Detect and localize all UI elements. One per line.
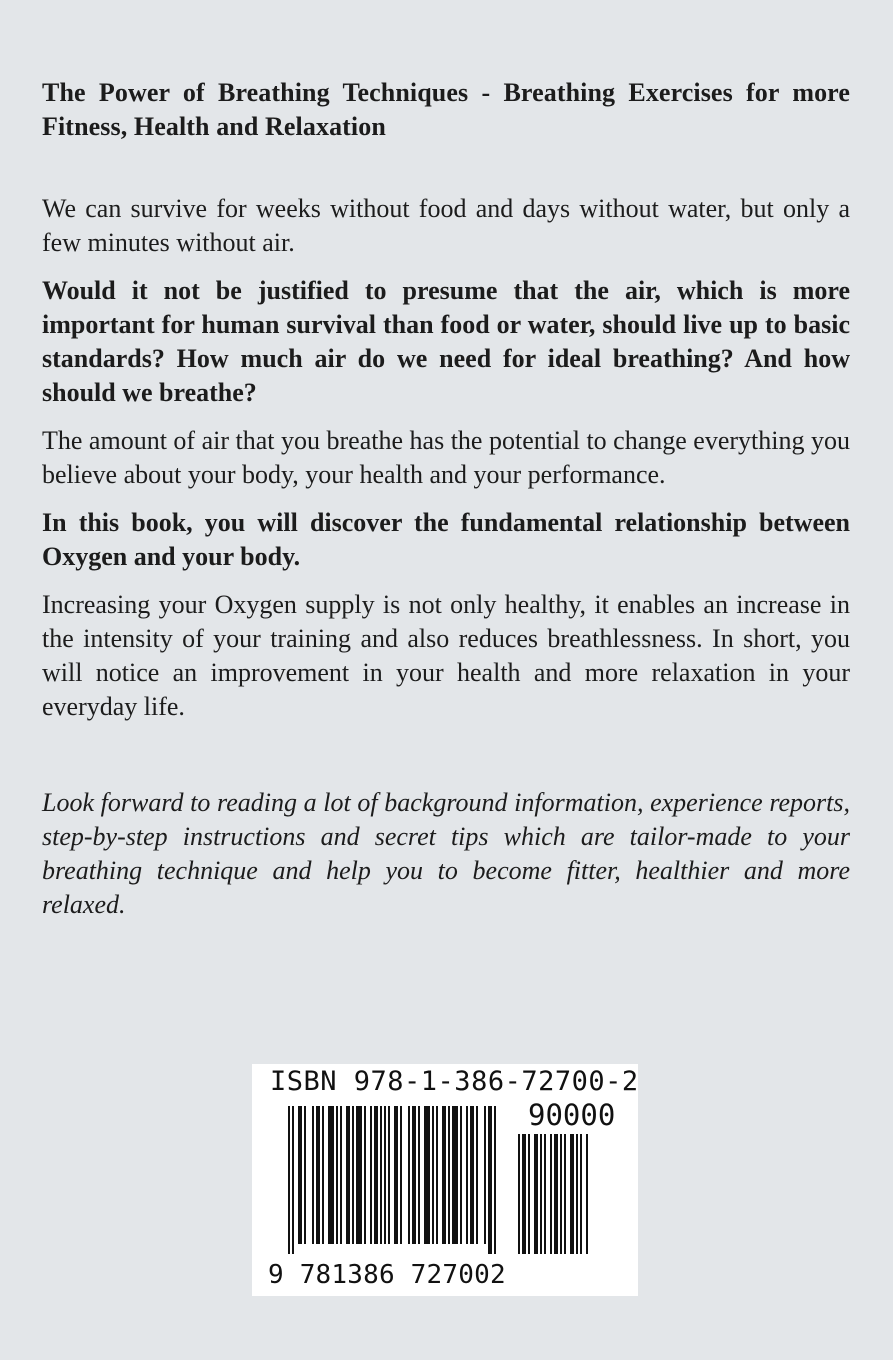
barcode-bar xyxy=(522,1134,526,1254)
barcode-bar xyxy=(528,1134,530,1254)
barcode-bar xyxy=(534,1134,538,1254)
barcode-bar xyxy=(442,1106,446,1244)
barcode-bar xyxy=(364,1106,366,1244)
barcode-bar xyxy=(466,1106,468,1244)
barcode-bar xyxy=(586,1134,588,1254)
barcode-digits: 9 781386 727002 xyxy=(268,1260,506,1290)
back-cover-text xyxy=(42,76,850,936)
barcode-bar xyxy=(436,1106,438,1244)
barcode-bar xyxy=(518,1134,520,1254)
barcode-bar xyxy=(560,1134,562,1254)
barcode-bar xyxy=(484,1106,486,1244)
barcode-bar xyxy=(476,1106,478,1244)
price-code: 90000 xyxy=(528,1098,616,1132)
barcode-bar xyxy=(540,1134,542,1254)
barcode-bar xyxy=(570,1134,574,1254)
barcode-bar xyxy=(328,1106,334,1244)
question-paragraph: Would it not be justified to presume that the air, which is more important for human survival than food or water, should live up to basic standards? How much air do we need for ideal breathing? And how should we breathe? xyxy=(42,276,850,407)
barcode-bar xyxy=(388,1106,390,1244)
isbn-label: ISBN 978-1-386-72700-2 xyxy=(270,1066,639,1097)
barcode-bar xyxy=(432,1106,434,1244)
barcode-bar xyxy=(460,1106,462,1244)
barcode-bar xyxy=(336,1106,338,1244)
barcode-bar xyxy=(380,1106,382,1244)
look-forward-paragraph: Look forward to reading a lot of background information, experience reports, step-by-step instructions and secret tips which are tailor-made to your breathing technique and help you to become fitter, healthier and more relaxed. xyxy=(42,788,850,919)
barcode-bar xyxy=(400,1106,402,1244)
barcode-bar xyxy=(340,1106,342,1244)
barcode-bar xyxy=(352,1106,354,1244)
barcode-bar xyxy=(408,1106,410,1244)
barcode-bar xyxy=(550,1134,552,1254)
barcode-bar xyxy=(374,1106,378,1244)
intro-paragraph: We can survive for weeks without food and days without water, but only a few minutes without air. xyxy=(42,194,850,257)
barcode-bars xyxy=(288,1106,506,1256)
barcode-bar xyxy=(580,1134,582,1254)
barcode-bar xyxy=(424,1106,430,1244)
barcode-bar xyxy=(346,1106,350,1244)
barcode-bar xyxy=(554,1134,558,1254)
book-title: The Power of Breathing Techniques - Breathing Exercises for more Fitness, Health and Relaxation xyxy=(42,78,850,141)
barcode-bar xyxy=(394,1106,398,1244)
barcode-bar xyxy=(316,1106,320,1244)
barcode-bar xyxy=(298,1106,302,1244)
air-amount-paragraph: The amount of air that you breathe has the potential to change everything you believe about your body, your health and your performance. xyxy=(42,426,850,489)
discover-paragraph: In this book, you will discover the fundamental relationship between Oxygen and your body. xyxy=(42,508,850,571)
barcode-bar xyxy=(288,1106,290,1254)
barcode-bar xyxy=(448,1106,450,1244)
barcode-bar xyxy=(384,1106,386,1244)
barcode-bar xyxy=(292,1106,294,1254)
oxygen-paragraph: Increasing your Oxygen supply is not only healthy, it enables an increase in the intensity of your training and also reduces breathlessness. In short, you will notice an improvement in your health and more relaxation in your everyday life. xyxy=(42,590,850,721)
barcode-bar xyxy=(544,1134,546,1254)
barcode-bar xyxy=(494,1106,496,1254)
barcode-bar xyxy=(322,1106,324,1244)
barcode-bar xyxy=(412,1106,416,1244)
barcode-bar xyxy=(418,1106,420,1244)
barcode-bar xyxy=(576,1134,578,1254)
barcode-bar xyxy=(564,1134,566,1254)
barcode-bar xyxy=(470,1106,474,1244)
addon-barcode-bars xyxy=(518,1134,610,1284)
barcode-bar xyxy=(452,1106,458,1244)
barcode-bar xyxy=(356,1106,362,1244)
barcode-bar xyxy=(312,1106,314,1244)
barcode-bar xyxy=(304,1106,306,1244)
barcode-bar xyxy=(370,1106,372,1244)
barcode-bar xyxy=(488,1106,492,1254)
isbn-barcode xyxy=(252,1064,638,1296)
